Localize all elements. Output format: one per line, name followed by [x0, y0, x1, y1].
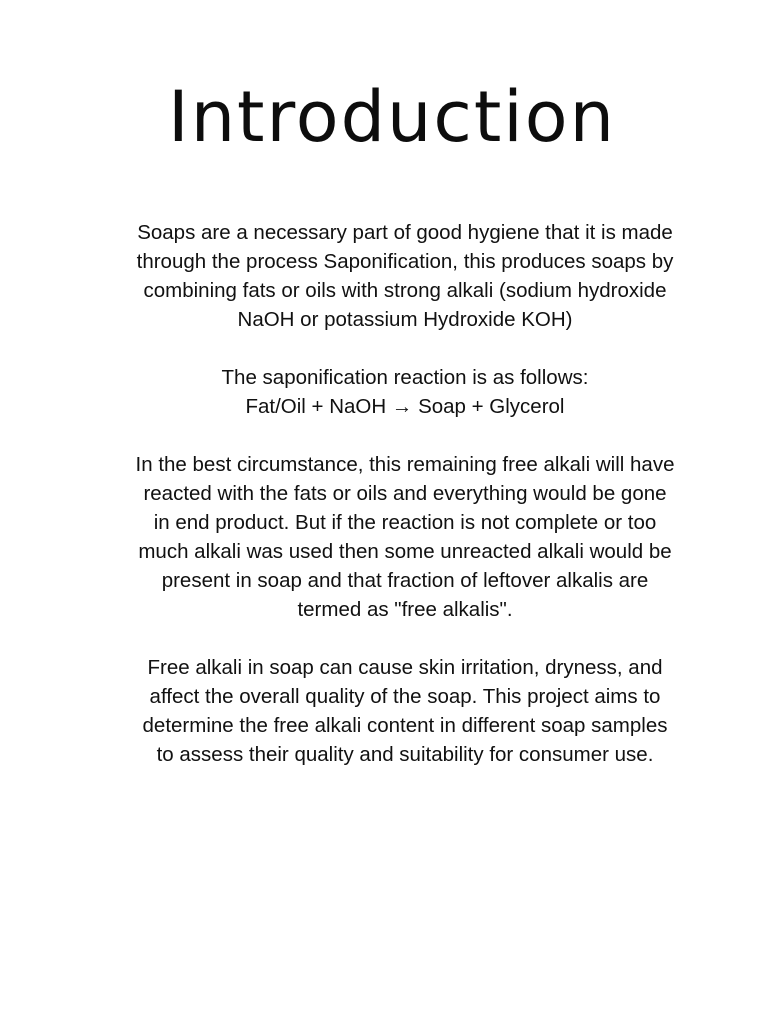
text-line: termed as "free alkalis". — [297, 598, 513, 621]
text-line: present in soap and that fraction of leftover alkalis are — [161, 569, 649, 592]
text-line: Soaps are a necessary part of good hygiene that it is made — [137, 221, 673, 244]
page-title: Introduction — [168, 76, 616, 158]
text-line: The saponification reaction is as follows: — [221, 366, 589, 389]
body-text — [94, 218, 716, 798]
text-line: reacted with the fats or oils and everything would be gone — [143, 482, 667, 505]
text-line: affect the overall quality of the soap. This project aims to — [149, 685, 661, 708]
text-line: to assess their quality and suitability for consumer use. — [156, 743, 654, 766]
paragraph-project-aim — [94, 653, 716, 769]
text-line: In the best circumstance, this remaining free alkali will have — [135, 453, 675, 476]
text-line: combining fats or oils with strong alkali (sodium hydroxide — [143, 279, 667, 302]
paragraph-reaction — [94, 363, 716, 421]
text-line: in end product. But if the reaction is not complete or too — [153, 511, 657, 534]
text-line: Free alkali in soap can cause skin irritation, dryness, and — [147, 656, 663, 679]
text-line: through the process Saponification, this produces soaps by — [136, 250, 674, 273]
text-line: NaOH or potassium Hydroxide KOH) — [237, 308, 573, 331]
reaction-equation: Fat/Oil + NaOH → Soap + Glycerol — [245, 395, 565, 418]
paragraph-saponification-intro — [94, 218, 716, 334]
paragraph-free-alkali-definition — [94, 450, 716, 624]
text-line: much alkali was used then some unreacted alkali would be — [138, 540, 672, 563]
text-line: determine the free alkali content in different soap samples — [142, 714, 668, 737]
